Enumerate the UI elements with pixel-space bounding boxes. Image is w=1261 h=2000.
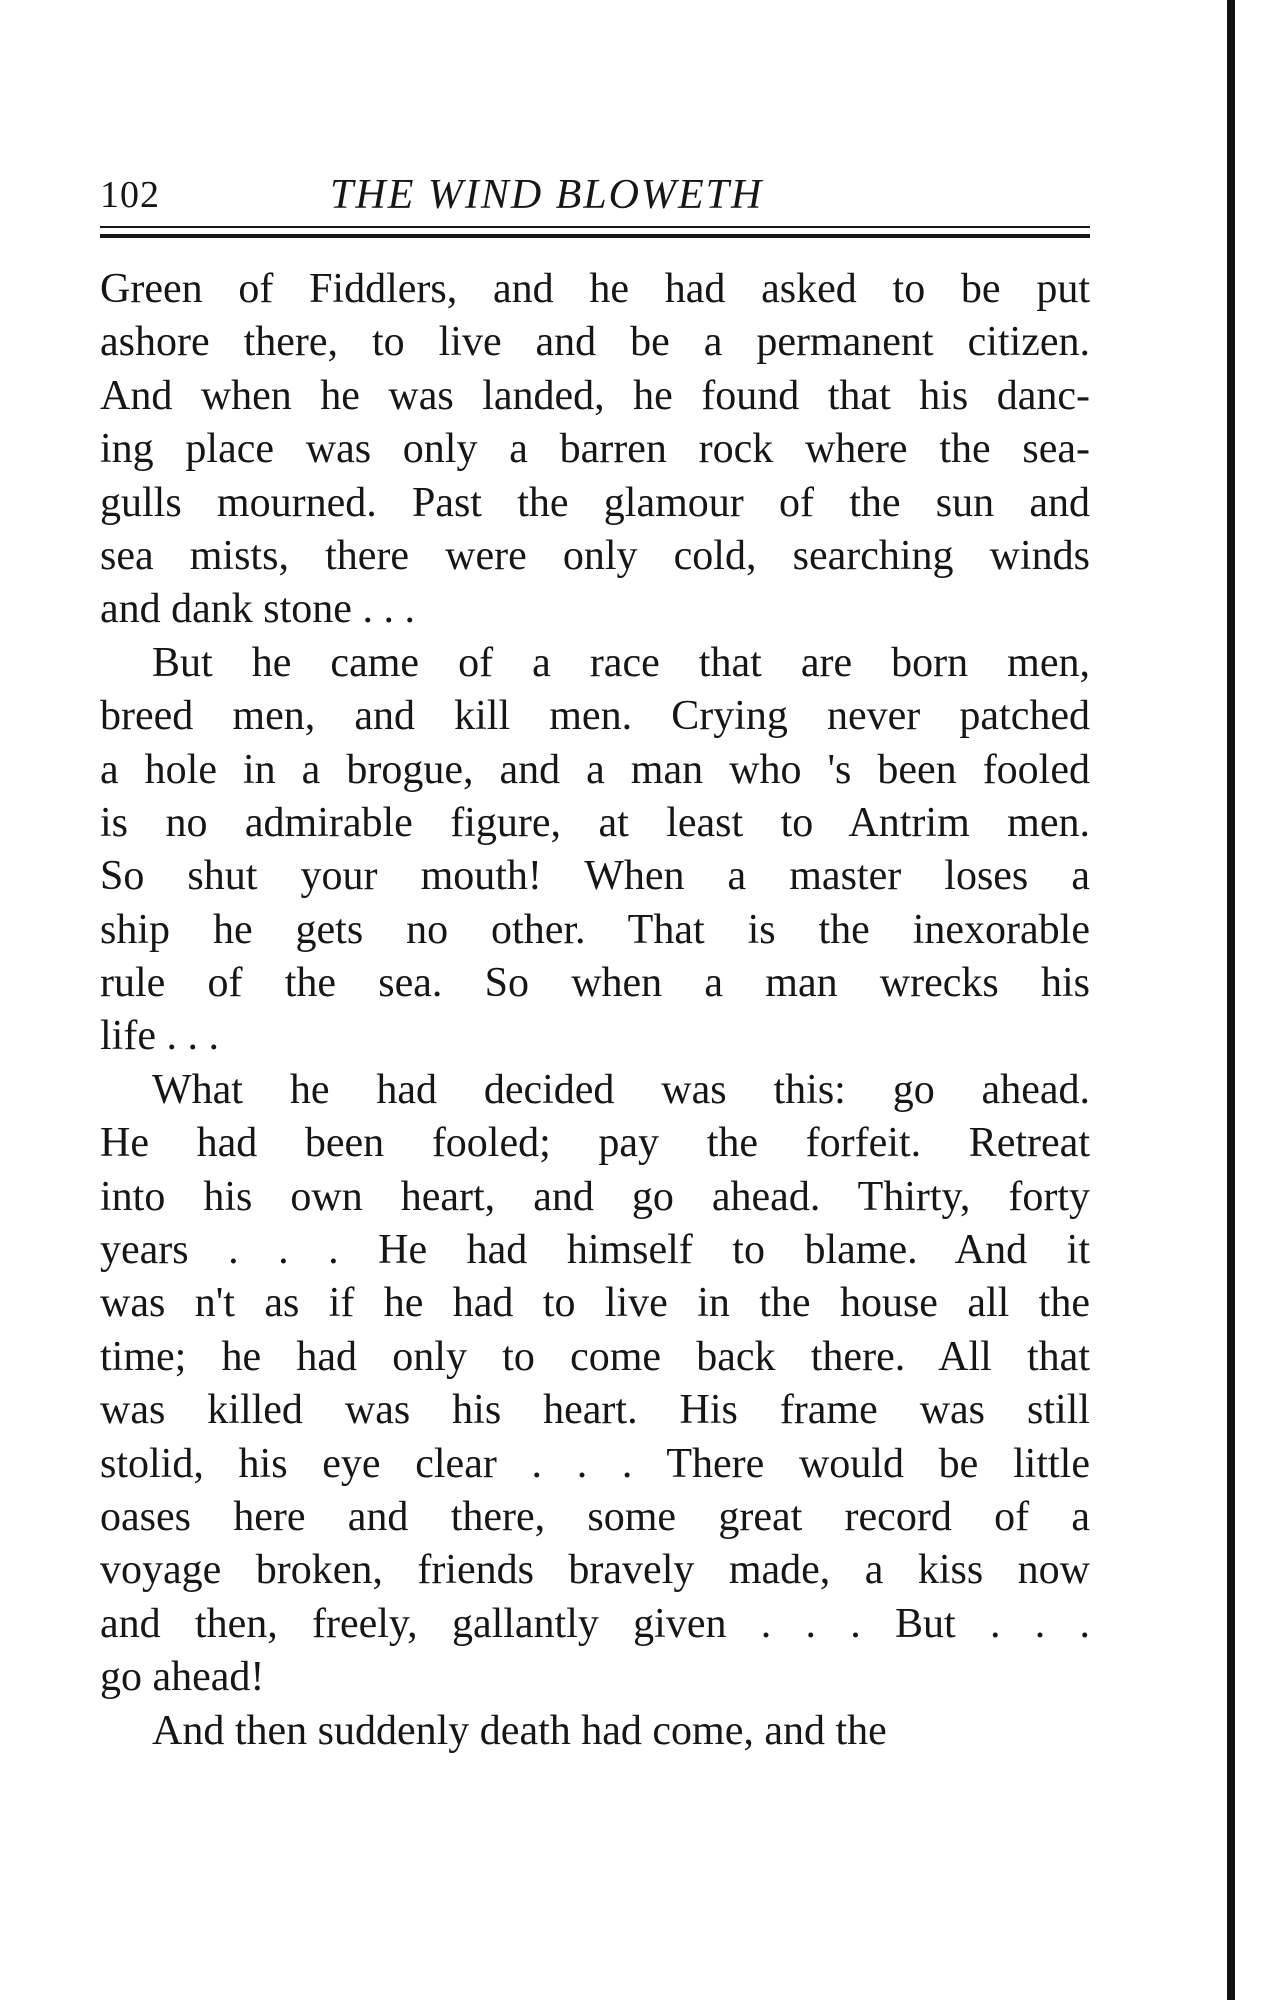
paragraph xyxy=(100,1064,1090,1705)
text-line: was killed was his heart. His frame was still xyxy=(100,1387,1090,1434)
text-line: and then, freely, gallantly given . . . But . . . xyxy=(100,1600,1090,1647)
text-line: gulls mourned. Past the glamour of the sun and xyxy=(100,479,1090,526)
text-line: What he had decided was this: go ahead. xyxy=(152,1066,1090,1113)
text-line: and dank stone . . . xyxy=(100,586,415,633)
text-line: And when he was landed, he found that his danc- xyxy=(100,372,1090,419)
text-line: sea mists, there were only cold, searching winds xyxy=(100,532,1090,579)
text-line: ship he gets no other. That is the inexorable xyxy=(100,906,1090,953)
header-rule-thin xyxy=(100,226,1090,228)
page-edge-shadow xyxy=(1227,0,1235,2000)
paragraph xyxy=(100,637,1090,1064)
header-rule-thick xyxy=(100,234,1090,238)
text-line: was n't as if he had to live in the house all the xyxy=(100,1280,1090,1327)
text-line: time; he had only to come back there. All that xyxy=(100,1333,1090,1380)
text-line: ing place was only a barren rock where the sea- xyxy=(100,426,1090,473)
text-line: And then suddenly death had come, and the xyxy=(152,1707,887,1754)
paragraph xyxy=(100,1705,1090,1758)
text-line: But he came of a race that are born men, xyxy=(152,639,1090,686)
text-line: stolid, his eye clear . . . There would be little xyxy=(100,1440,1090,1487)
text-line: is no admirable figure, at least to Antrim men. xyxy=(100,799,1090,846)
running-header xyxy=(100,170,1090,220)
text-line: He had been fooled; pay the forfeit. Retreat xyxy=(100,1120,1090,1167)
text-line: oases here and there, some great record of a xyxy=(100,1493,1090,1540)
text-line: Green of Fiddlers, and he had asked to be put xyxy=(100,266,1090,312)
text-line: a hole in a brogue, and a man who 's been fooled xyxy=(100,746,1090,793)
text-line: voyage broken, friends bravely made, a kiss now xyxy=(100,1547,1090,1594)
paragraph xyxy=(100,263,1090,637)
text-line: into his own heart, and go ahead. Thirty, forty xyxy=(100,1173,1090,1220)
text-line: rule of the sea. So when a man wrecks his xyxy=(100,960,1090,1007)
text-line: go ahead! xyxy=(100,1654,265,1701)
text-line: years . . . He had himself to blame. And it xyxy=(100,1227,1090,1274)
body-text xyxy=(100,263,1090,1758)
page-number: 102 xyxy=(100,174,160,216)
text-line: breed men, and kill men. Crying never patched xyxy=(100,693,1090,740)
text-line: So shut your mouth! When a master loses a xyxy=(100,853,1090,900)
text-line: ashore there, to live and be a permanent citizen. xyxy=(100,319,1090,366)
text-line: life . . . xyxy=(100,1013,219,1060)
running-title: THE WIND BLOWETH xyxy=(330,172,764,218)
